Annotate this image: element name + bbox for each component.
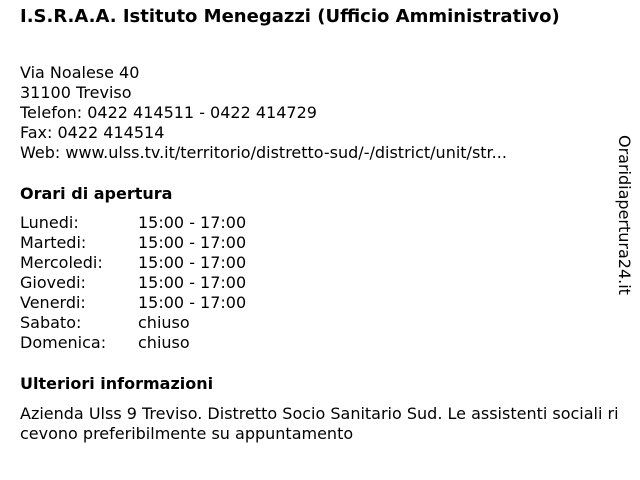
fax-number: Fax: 0422 414514 bbox=[20, 123, 165, 142]
hours-day: Domenica: bbox=[20, 333, 107, 352]
phone-number: Telefon: 0422 414511 - 0422 414729 bbox=[20, 103, 317, 122]
additional-info-heading: Ulteriori informazioni bbox=[20, 374, 214, 393]
hours-time: chiuso bbox=[138, 333, 190, 352]
hours-day: Sabato: bbox=[20, 313, 82, 332]
hours-row bbox=[20, 293, 246, 313]
opening-hours-table bbox=[20, 213, 246, 353]
hours-row bbox=[20, 273, 246, 293]
hours-day: Lunedi: bbox=[20, 213, 79, 232]
hours-day: Mercoledi: bbox=[20, 253, 103, 272]
hours-row bbox=[20, 213, 246, 233]
hours-day: Venerdi: bbox=[20, 293, 86, 312]
hours-time: 15:00 - 17:00 bbox=[138, 253, 247, 272]
additional-info-text: Azienda Ulss 9 Treviso. Distretto Socio Sanitario Sud. Le assistenti sociali ricevono preferibilmente su appuntamento bbox=[20, 404, 619, 443]
hours-time: 15:00 - 17:00 bbox=[138, 233, 247, 252]
opening-hours-heading: Orari di apertura bbox=[20, 184, 173, 203]
hours-time: 15:00 - 17:00 bbox=[138, 213, 247, 232]
street-address: Via Noalese 40 bbox=[20, 63, 140, 82]
address-block bbox=[20, 63, 580, 163]
hours-row bbox=[20, 233, 246, 253]
website-link[interactable]: Web: www.ulss.tv.it/territorio/distretto-sud/-/district/unit/str... bbox=[20, 143, 507, 162]
hours-row bbox=[20, 313, 246, 333]
hours-time: 15:00 - 17:00 bbox=[138, 273, 247, 292]
city-address: 31100 Treviso bbox=[20, 83, 132, 102]
hours-day: Giovedi: bbox=[20, 273, 86, 292]
page-title: I.S.R.A.A. Istituto Menegazzi (Ufficio Amministrativo) bbox=[20, 6, 560, 27]
hours-time: chiuso bbox=[138, 313, 190, 332]
hours-row bbox=[20, 333, 246, 353]
hours-day: Martedi: bbox=[20, 233, 87, 252]
hours-time: 15:00 - 17:00 bbox=[138, 293, 247, 312]
site-brand-label: Oraridiapertura24.it bbox=[615, 135, 634, 295]
hours-row bbox=[20, 253, 246, 273]
